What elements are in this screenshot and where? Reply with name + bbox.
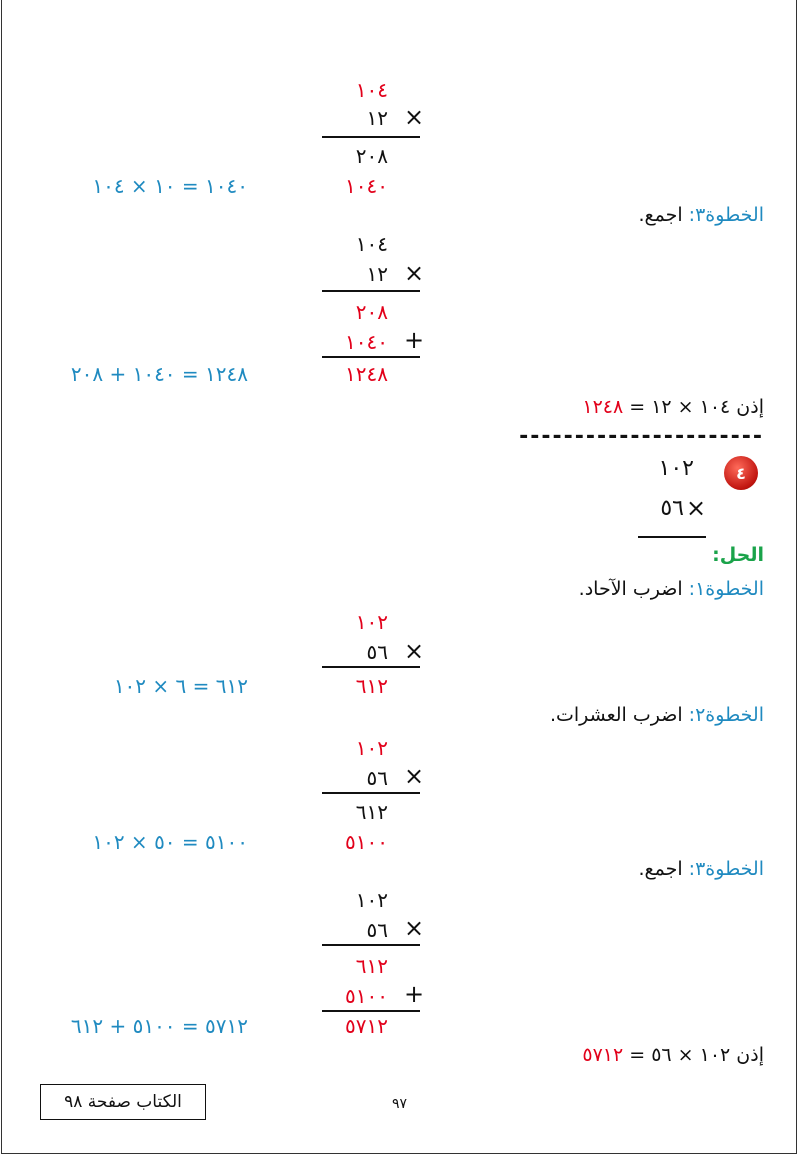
problem4-multiplicand: ١٠٢ bbox=[658, 456, 694, 481]
step1-heading bbox=[579, 578, 764, 600]
times-sign: × bbox=[404, 914, 425, 942]
p5-multiplier: ٥٦ bbox=[366, 918, 388, 942]
p1-equation: ١٠٤٠ = ١٠ × ١٠٤ bbox=[92, 174, 248, 198]
times-sign: × bbox=[686, 494, 707, 522]
p2-sum: ١٢٤٨ bbox=[345, 362, 388, 386]
p3-multiplier: ٥٦ bbox=[366, 640, 388, 664]
step-text: اضرب الآحاد. bbox=[578, 578, 689, 600]
p2-rule-2 bbox=[322, 356, 420, 358]
p5-partial-1: ٦١٢ bbox=[355, 954, 388, 978]
p5-equation: ٥٧١٢ = ٥١٠٠ + ٦١٢ bbox=[70, 1014, 248, 1038]
conclusion-text: إذن ١٠٤ × ١٢ = bbox=[623, 396, 764, 418]
p2-equation: ١٢٤٨ = ١٠٤٠ + ٢٠٨ bbox=[70, 362, 248, 386]
plus-sign: + bbox=[404, 326, 425, 354]
book-reference-box: الكتاب صفحة ٩٨ bbox=[40, 1084, 206, 1120]
times-sign: × bbox=[404, 259, 425, 287]
p5-sum: ٥٧١٢ bbox=[345, 1014, 388, 1038]
times-sign: × bbox=[404, 637, 425, 665]
conclusion-result: ٥٧١٢ bbox=[582, 1044, 624, 1066]
p5-multiplicand: ١٠٢ bbox=[355, 888, 388, 912]
problem-number-badge: ٤ bbox=[724, 456, 758, 490]
p2-partial-2: ١٠٤٠ bbox=[345, 330, 388, 354]
p3-equation: ٦١٢ = ٦ × ١٠٢ bbox=[113, 674, 248, 698]
p4-partial-2: ٥١٠٠ bbox=[345, 830, 388, 854]
p5-rule-2 bbox=[322, 1010, 420, 1012]
p4-equation: ٥١٠٠ = ٥٠ × ١٠٢ bbox=[92, 830, 248, 854]
p4-multiplier: ٥٦ bbox=[366, 766, 388, 790]
step3-heading bbox=[638, 858, 764, 880]
problem4-multiplier: ٥٦ bbox=[660, 496, 684, 521]
p1-rule bbox=[322, 136, 420, 138]
p2-multiplier: ١٢ bbox=[366, 262, 388, 286]
p2-rule bbox=[322, 290, 420, 292]
p4-multiplicand: ١٠٢ bbox=[355, 736, 388, 760]
p1-multiplicand: ١٠٤ bbox=[355, 78, 388, 102]
step-label: الخطوة٣: bbox=[688, 204, 764, 226]
solution-label: الحل: bbox=[712, 544, 764, 566]
step3-heading bbox=[638, 204, 764, 226]
p2-partial-1: ٢٠٨ bbox=[355, 300, 388, 324]
step-text: اجمع. bbox=[638, 204, 689, 226]
section-divider: ---------------------- bbox=[519, 424, 764, 449]
conclusion-1 bbox=[582, 396, 764, 418]
page-number: ٩٧ bbox=[392, 1096, 408, 1112]
p5-partial-2: ٥١٠٠ bbox=[345, 984, 388, 1008]
step-label: الخطوة١: bbox=[688, 578, 764, 600]
p1-multiplier: ١٢ bbox=[366, 106, 388, 130]
p3-rule bbox=[322, 666, 420, 668]
times-sign: × bbox=[404, 762, 425, 790]
p5-rule bbox=[322, 944, 420, 946]
conclusion-result: ١٢٤٨ bbox=[582, 396, 624, 418]
step-text: اجمع. bbox=[638, 858, 689, 880]
p1-partial-1: ٢٠٨ bbox=[355, 144, 388, 168]
step-label: الخطوة٣: bbox=[688, 858, 764, 880]
problem4-rule bbox=[638, 536, 706, 538]
p3-multiplicand: ١٠٢ bbox=[355, 610, 388, 634]
p4-rule bbox=[322, 792, 420, 794]
step-text: اضرب العشرات. bbox=[549, 704, 689, 726]
plus-sign: + bbox=[404, 980, 425, 1008]
p2-multiplicand: ١٠٤ bbox=[355, 232, 388, 256]
times-sign: × bbox=[404, 103, 425, 131]
step-label: الخطوة٢: bbox=[688, 704, 764, 726]
p1-partial-2: ١٠٤٠ bbox=[345, 174, 388, 198]
step2-heading bbox=[550, 704, 764, 726]
conclusion-text: إذن ١٠٢ × ٥٦ = bbox=[623, 1044, 764, 1066]
p4-partial-1: ٦١٢ bbox=[355, 800, 388, 824]
p3-partial-1: ٦١٢ bbox=[355, 674, 388, 698]
conclusion-2 bbox=[582, 1044, 764, 1066]
